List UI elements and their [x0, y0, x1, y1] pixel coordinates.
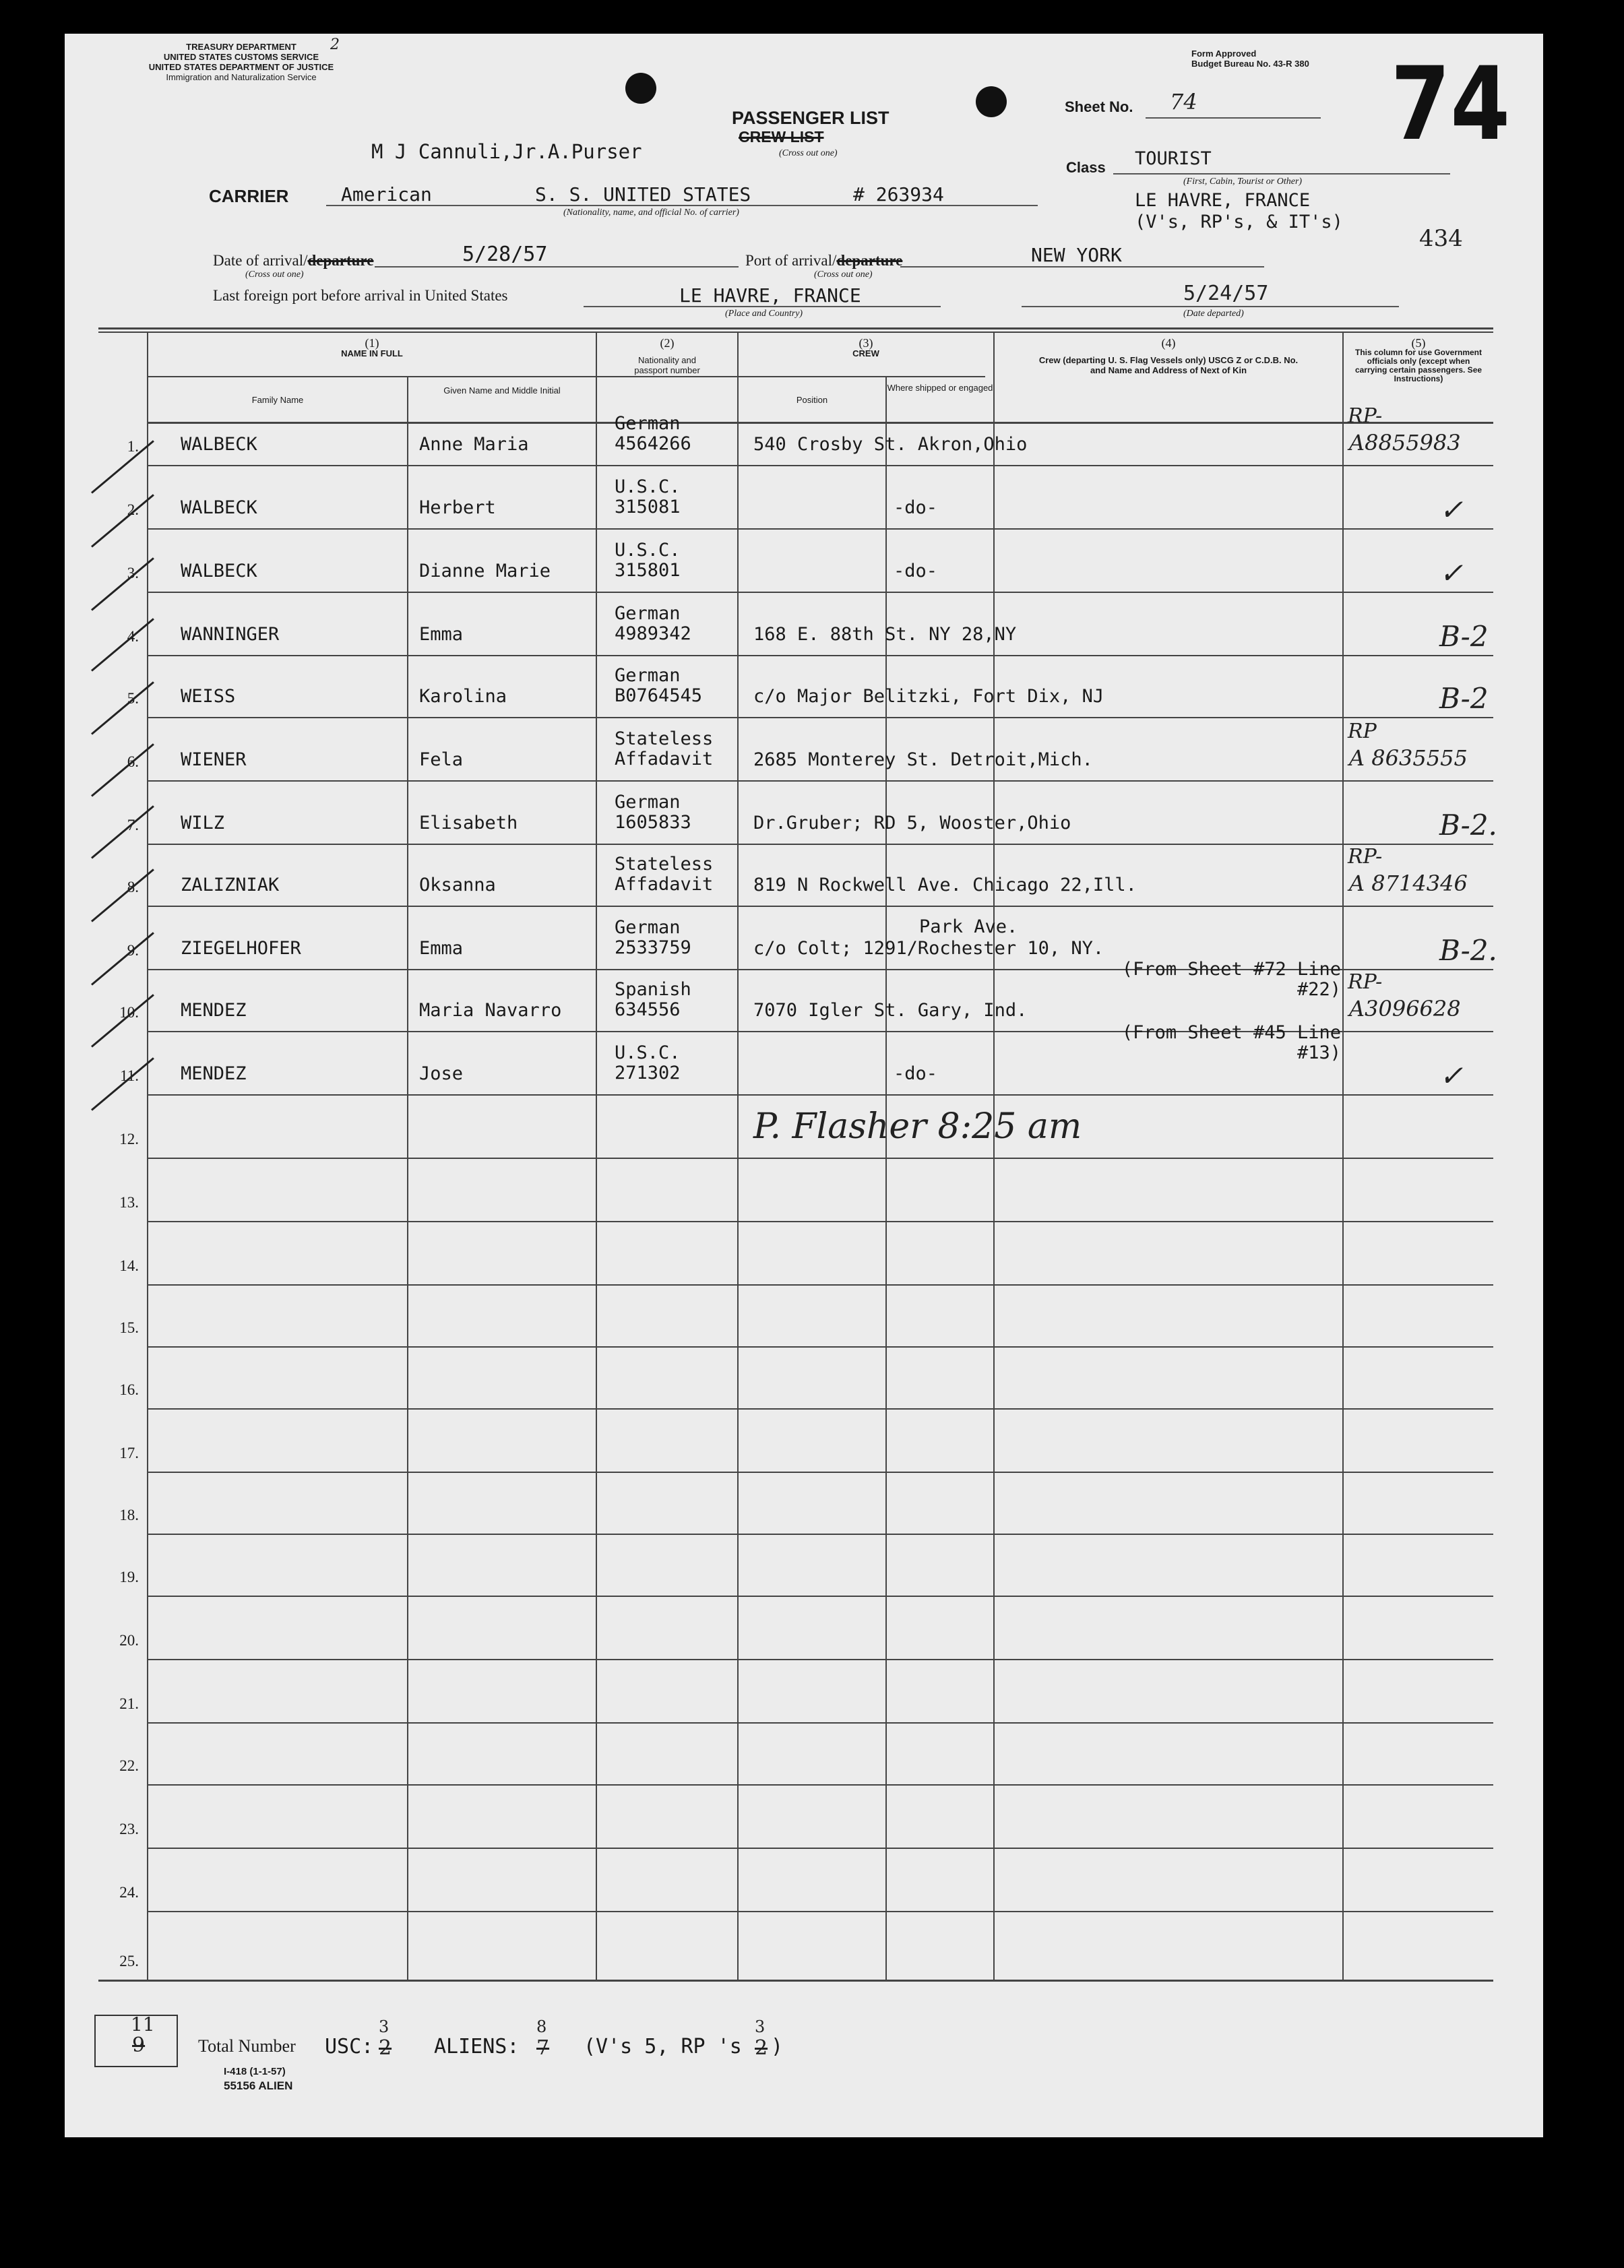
given-name: Herbert — [419, 497, 496, 518]
col3-where-header — [887, 383, 993, 393]
row-number: 6. — [127, 753, 139, 770]
address: 2685 Monterey St. Detroit,Mich. — [753, 749, 1093, 770]
row-number: 3. — [127, 565, 139, 581]
signature: P. Flasher 8:25 am — [753, 1106, 1082, 1147]
official-code: RP- — [1348, 845, 1383, 869]
class-label: Class — [1066, 159, 1106, 176]
agency-line: Immigration and Naturalization Service — [166, 72, 317, 82]
row-separator — [147, 1221, 1493, 1222]
port-arrival-struck: departure — [836, 252, 903, 269]
col3-position-header: Position — [796, 395, 828, 405]
col3-header — [739, 338, 993, 358]
table-top-rule — [98, 327, 1493, 329]
table-top-rule-2 — [98, 332, 1493, 333]
address: 7070 Igler St. Gary, Ind. — [753, 1000, 1028, 1021]
official-entry: A3096628 — [1349, 996, 1461, 1021]
carrier-number: # 263934 — [853, 183, 944, 206]
row-number: 1. — [127, 438, 139, 455]
passport-number: 4989342 — [615, 623, 691, 644]
address: c/o Colt; 1291/Rochester 10, NY. — [753, 938, 1104, 959]
address: 540 Crosby St. Akron,Ohio — [753, 434, 1028, 455]
row-separator — [147, 1284, 1493, 1286]
official-entry: B-2. — [1439, 934, 1497, 967]
col3-title: CREW — [852, 348, 879, 358]
form-code: 55156 ALIEN — [224, 2079, 293, 2092]
address-ditto: -do- — [894, 497, 938, 518]
row-number: 12. — [119, 1131, 139, 1147]
punch-hole-right — [976, 86, 1007, 117]
nationality: Stateless — [615, 728, 714, 749]
port-arrival-label — [745, 252, 902, 270]
col2-title: Nationality and passport number — [634, 355, 700, 375]
date-arrival-label — [213, 252, 373, 270]
agency-mark: 2 — [330, 36, 340, 53]
footer-count-box — [94, 2015, 178, 2067]
last-port-value: LE HAVRE, FRANCE — [679, 284, 861, 307]
row-separator — [147, 1722, 1493, 1724]
row-separator — [147, 1911, 1493, 1912]
nationality: German — [615, 665, 681, 686]
class-value: TOURIST — [1135, 148, 1212, 169]
address-note: Park Ave. — [919, 916, 1018, 937]
family-name: WILZ — [181, 813, 225, 833]
passport-number: 271302 — [615, 1063, 681, 1083]
date-departed-caption: (Date departed) — [1183, 309, 1244, 319]
nationality: German — [615, 413, 681, 434]
carrier-nationality: American — [341, 183, 432, 206]
given-name: Fela — [419, 749, 464, 770]
footer-box-struck: 9 — [132, 2034, 146, 2057]
last-port-caption: (Place and Country) — [725, 309, 803, 319]
row-number: 24. — [119, 1884, 139, 1901]
nationality: German — [615, 917, 681, 938]
row-number: 20. — [119, 1632, 139, 1649]
row-separator — [147, 1534, 1493, 1535]
col1-given-text: Given Name and Middle Initial — [443, 385, 561, 396]
crew-list-struck: CREW LIST — [739, 128, 824, 146]
given-name: Elisabeth — [419, 813, 518, 833]
col4-number: (4) — [1161, 336, 1176, 350]
row-separator — [147, 844, 1493, 845]
sheet-label: Sheet No. — [1065, 98, 1133, 115]
sheet-reference: (From Sheet #45 Line #13) — [1121, 1022, 1341, 1063]
table-bottom-rule — [98, 1980, 1493, 1982]
date-departed-value: 5/24/57 — [1183, 282, 1269, 305]
given-name: Karolina — [419, 686, 507, 707]
address: 168 E. 88th St. NY 28,NY — [753, 624, 1017, 645]
port-arrival-text: Port of arrival/ — [745, 252, 837, 269]
row-separator — [147, 1784, 1493, 1786]
budget-bureau-no: Budget Bureau No. 43-R 380 — [1191, 59, 1309, 69]
given-name: Oksanna — [419, 875, 496, 895]
port-arrival-caption: (Cross out one) — [814, 270, 873, 280]
total-label: Total Number — [198, 2036, 296, 2056]
punch-hole-left — [625, 73, 656, 104]
agency-line: UNITED STATES DEPARTMENT OF JUSTICE — [148, 62, 334, 72]
row-separator — [147, 655, 1493, 656]
row-separator — [147, 465, 1493, 466]
col5-header — [1344, 338, 1493, 383]
row-number: 23. — [119, 1821, 139, 1837]
date-arrival-value: 5/28/57 — [462, 243, 548, 266]
col2-header — [597, 338, 737, 375]
origin-port: LE HAVRE, FRANCE — [1135, 190, 1311, 211]
breakdown-prefix: (V's 5, RP 's — [584, 2035, 742, 2058]
agency-line: UNITED STATES CUSTOMS SERVICE — [163, 52, 319, 62]
official-entry: B-2 — [1439, 620, 1489, 653]
row-separator — [147, 592, 1493, 593]
row-number: 22. — [119, 1757, 139, 1774]
cross-out-caption: (Cross out one) — [779, 148, 838, 158]
official-entry: A 8714346 — [1349, 871, 1468, 896]
row-number: 8. — [127, 879, 139, 895]
nationality: German — [615, 603, 681, 624]
row-number: 25. — [119, 1953, 139, 1970]
passport-number: Affadavit — [615, 749, 714, 769]
date-arrival-struck: departure — [307, 252, 374, 269]
breakdown-suffix: ) — [771, 2035, 784, 2058]
row-separator — [147, 1659, 1493, 1660]
family-name: WANNINGER — [181, 624, 280, 645]
carrier-name: S. S. UNITED STATES — [535, 183, 751, 206]
given-name: Maria Navarro — [419, 1000, 562, 1021]
row-number: 16. — [119, 1381, 139, 1398]
given-name: Anne Maria — [419, 434, 529, 455]
row-separator — [147, 528, 1493, 530]
form-number: I-418 (1-1-57) — [224, 2066, 286, 2077]
agency-line: TREASURY DEPARTMENT — [186, 42, 296, 52]
rp-value: 3 — [755, 2017, 766, 2036]
carrier-caption: (Nationality, name, and official No. of carrier) — [563, 208, 739, 218]
usc-struck: 2 — [379, 2036, 392, 2060]
passport-number: 2533759 — [615, 937, 691, 958]
col2-number: (2) — [660, 336, 675, 350]
row-separator — [147, 1408, 1493, 1410]
nationality: U.S.C. — [615, 1042, 681, 1063]
col1-header — [148, 338, 596, 358]
row-separator — [147, 1094, 1493, 1096]
row-number: 13. — [119, 1194, 139, 1211]
passenger-list-page — [65, 34, 1543, 2137]
passport-number: B0764545 — [615, 685, 703, 706]
col3-where-text: Where shipped or engaged — [887, 383, 993, 393]
row-number: 7. — [127, 817, 139, 833]
col4-title: Crew (departing U. S. Flag Vessels only) USCG Z or C.D.B. No. and Name and Address of Next of Kin — [1038, 355, 1299, 375]
address-ditto: -do- — [894, 1063, 938, 1084]
official-entry: A 8635555 — [1349, 745, 1468, 771]
side-count: 434 — [1419, 225, 1463, 252]
port-arrival-value: NEW YORK — [1031, 244, 1122, 266]
row-number: 10. — [119, 1004, 139, 1021]
date-arrival-text: Date of arrival/ — [213, 252, 308, 269]
family-name: WIENER — [181, 749, 247, 770]
rp-struck: 2 — [755, 2036, 768, 2060]
official-entry: B-2. — [1439, 809, 1497, 842]
col5-title: This column for use Government officials only (except when carrying certain passengers. See Instructions) — [1354, 348, 1482, 383]
official-entry: ✓ — [1439, 493, 1464, 526]
row-number: 11. — [120, 1067, 139, 1084]
form-approved-label: Form Approved — [1191, 49, 1257, 59]
row-separator — [147, 1472, 1493, 1473]
aliens-value: 8 — [536, 2017, 547, 2036]
passport-number: 315081 — [615, 497, 681, 517]
col1-given-header — [408, 385, 596, 396]
passport-number: 315801 — [615, 560, 681, 581]
row-number: 21. — [119, 1695, 139, 1712]
official-entry: ✓ — [1439, 1059, 1464, 1092]
given-name: Dianne Marie — [419, 561, 551, 581]
class-caption: (First, Cabin, Tourist or Other) — [1183, 177, 1303, 187]
row-number: 19. — [119, 1569, 139, 1585]
row-separator — [147, 717, 1493, 718]
aliens-struck: 7 — [536, 2036, 550, 2060]
row-separator — [147, 780, 1493, 782]
col4-header — [995, 338, 1342, 375]
big-sheet-number: 74 — [1390, 46, 1511, 163]
official-entry: A8855983 — [1349, 430, 1461, 455]
family-name: WALBECK — [181, 561, 257, 581]
master-name: M J Cannuli,Jr.A.Purser — [371, 140, 642, 163]
given-name: Emma — [419, 938, 464, 959]
passport-number: 1605833 — [615, 812, 691, 833]
form-approved — [1191, 49, 1309, 69]
family-name: MENDEZ — [181, 1063, 247, 1084]
nationality: Spanish — [615, 979, 691, 1000]
nationality: U.S.C. — [615, 476, 681, 497]
row-separator — [147, 1848, 1493, 1849]
nationality: German — [615, 792, 681, 813]
last-port-label: Last foreign port before arrival in United States — [213, 287, 508, 304]
row-separator — [147, 906, 1493, 907]
passport-number: 4564266 — [615, 433, 691, 454]
col3-number: (3) — [858, 336, 873, 350]
origin-categories: (V's, RP's, & IT's) — [1135, 212, 1343, 232]
address: Dr.Gruber; RD 5, Wooster,Ohio — [753, 813, 1071, 833]
nationality: U.S.C. — [615, 540, 681, 561]
official-entry: ✓ — [1439, 557, 1464, 590]
row-number: 15. — [119, 1319, 139, 1336]
row-number: 14. — [119, 1257, 139, 1274]
family-name: ZALIZNIAK — [181, 875, 280, 895]
row-number: 17. — [119, 1445, 139, 1461]
address: 819 N Rockwell Ave. Chicago 22,Ill. — [753, 875, 1137, 895]
row-number: 4. — [127, 628, 139, 645]
passport-number: 634556 — [615, 999, 681, 1020]
given-name: Jose — [419, 1063, 464, 1084]
row-separator — [147, 1158, 1493, 1159]
row-separator — [147, 1596, 1493, 1597]
family-name: WALBECK — [181, 434, 257, 455]
family-name: WEISS — [181, 686, 236, 707]
row-separator — [147, 1346, 1493, 1348]
row-number: 5. — [127, 690, 139, 707]
row-number: 9. — [127, 942, 139, 959]
page-title: PASSENGER LIST — [732, 108, 889, 128]
aliens-label: ALIENS: — [434, 2035, 520, 2058]
col1-family-header: Family Name — [251, 395, 304, 405]
usc-label: USC: — [325, 2035, 374, 2058]
family-name: ZIEGELHOFER — [181, 938, 301, 959]
col5-number: (5) — [1411, 336, 1426, 350]
address: c/o Major Belitzki, Fort Dix, NJ — [753, 686, 1104, 707]
given-name: Emma — [419, 624, 464, 645]
family-name: WALBECK — [181, 497, 257, 518]
sheet-no: 74 — [1170, 89, 1197, 115]
footer-box-top: 11 — [131, 2013, 155, 2036]
family-name: MENDEZ — [181, 1000, 247, 1021]
sheet-reference: (From Sheet #72 Line #22) — [1121, 959, 1341, 1000]
carrier-label: CARRIER — [209, 186, 289, 206]
col1-number: (1) — [365, 336, 379, 350]
official-code: RP- — [1348, 404, 1383, 428]
official-entry: B-2 — [1439, 682, 1489, 715]
date-arrival-caption: (Cross out one) — [245, 270, 304, 280]
official-code: RP — [1348, 720, 1377, 743]
usc-value: 3 — [379, 2017, 389, 2036]
official-code: RP- — [1348, 970, 1383, 994]
col1-title: NAME IN FULL — [341, 348, 403, 358]
passport-number: Affadavit — [615, 874, 714, 895]
nationality: Stateless — [615, 854, 714, 875]
address-ditto: -do- — [894, 561, 938, 581]
row-number: 18. — [119, 1507, 139, 1523]
agency-block — [100, 42, 383, 82]
row-number: 2. — [127, 501, 139, 518]
